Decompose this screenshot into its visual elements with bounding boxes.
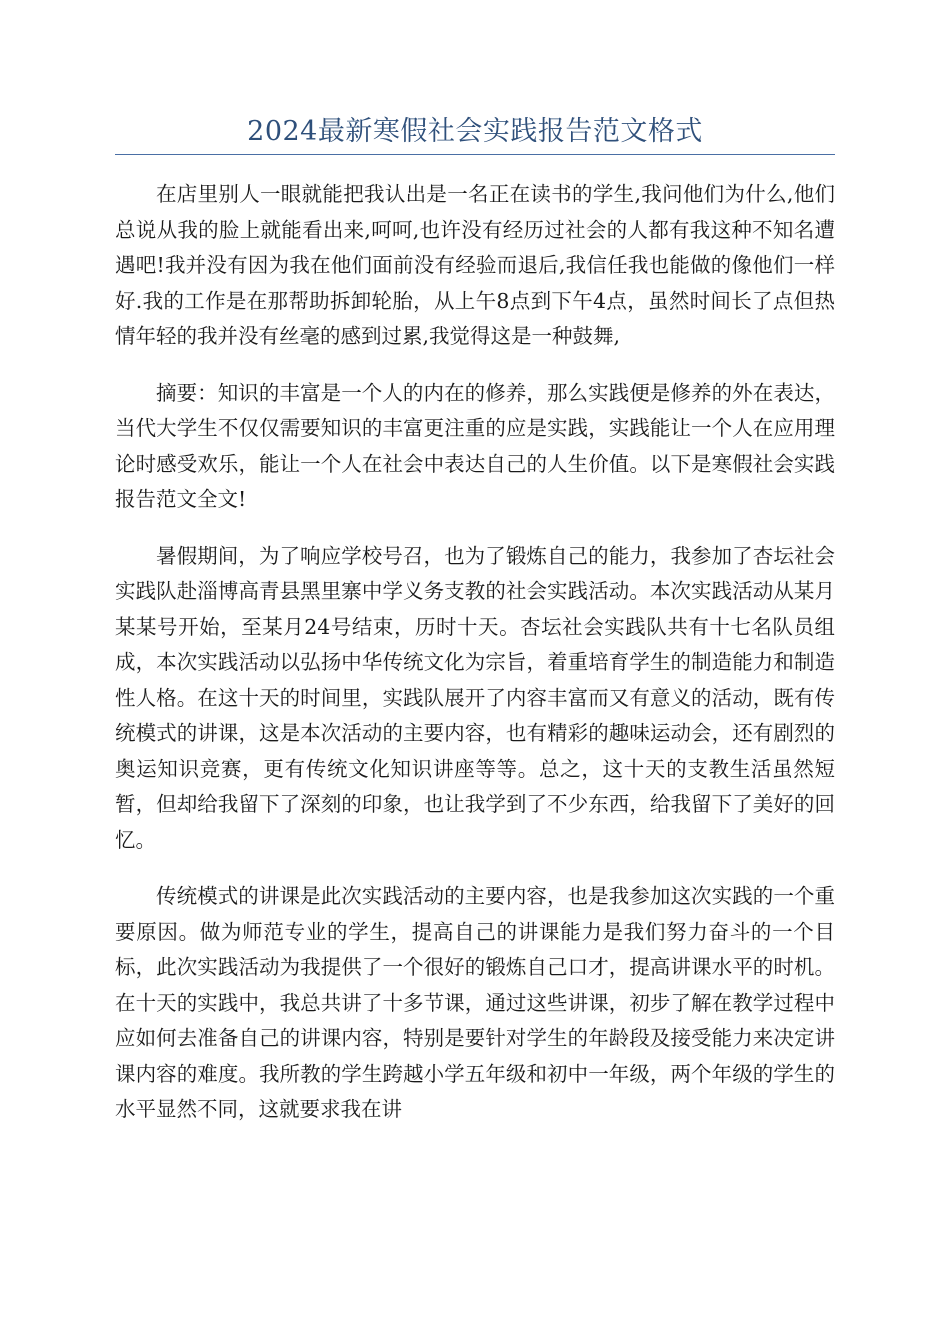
paragraph-2: 摘要：知识的丰富是一个人的内在的修养，那么实践便是修养的外在表达，当代大学生不仅仅需要知识的丰富更注重的应是实践，实践能让一个人在应用理论时感受欢乐，能让一个人在社会中表达自己的人生价值。以下是寒假社会实践报告范文全文! bbox=[115, 380, 835, 511]
document-body bbox=[115, 177, 835, 1149]
title-underline bbox=[115, 154, 835, 155]
document-title: 2024最新寒假社会实践报告范文格式 bbox=[247, 116, 703, 147]
paragraph-4: 传统模式的讲课是此次实践活动的主要内容，也是我参加这次实践的一个重要原因。做为师范专业的学生，提高自己的讲课能力是我们努力奋斗的一个目标，此次实践活动为我提供了一个很好的锻炼自己口才，提高讲课水平的时机。在十天的实践中，我总共讲了十多节课，通过这些讲课，初步了解在教学过程中应如何去准备自己的讲课内容，特别是要针对学生的年龄段及接受能力来决定讲课内容的难度。我所教的学生跨越小学五年级和初中一年级，两个年级的学生的水平显然不同，这就要求我在讲 bbox=[115, 884, 835, 1121]
paragraph-3: 暑假期间，为了响应学校号召，也为了锻炼自己的能力，我参加了杏坛社会实践队赴淄博高青县黑里寨中学义务支教的社会实践活动。本次实践活动从某月某某号开始，至某月24号结束，历时十天。杏坛社会实践队共有十七名队员组成，本次实践活动以弘扬中华传统文化为宗旨，着重培育学生的制造能力和制造性人格。在这十天的时间里，实践队展开了内容丰富而又有意义的活动，既有传统模式的讲课，这是本次活动的主要内容，也有精彩的趣味运动会，还有剧烈的奥运知识竞赛，更有传统文化知识讲座等等。总之，这十天的支教生活虽然短暂，但却给我留下了深刻的印象，也让我学到了不少东西，给我留下了美好的回忆。 bbox=[115, 543, 835, 852]
paragraph-1: 在店里别人一眼就能把我认出是一名正在读书的学生,我问他们为什么,他们总说从我的脸上就能看出来,呵呵,也许没有经历过社会的人都有我这种不知名遭遇吧!我并没有因为我在他们面前没有经验而退后,我信任我也能做的像他们一样好.我的工作是在那帮助拆卸轮胎，从上午8点到下午4点，虽然时间长了点但热情年轻的我并没有丝毫的感到过累,我觉得这是一种鼓舞, bbox=[115, 182, 835, 348]
